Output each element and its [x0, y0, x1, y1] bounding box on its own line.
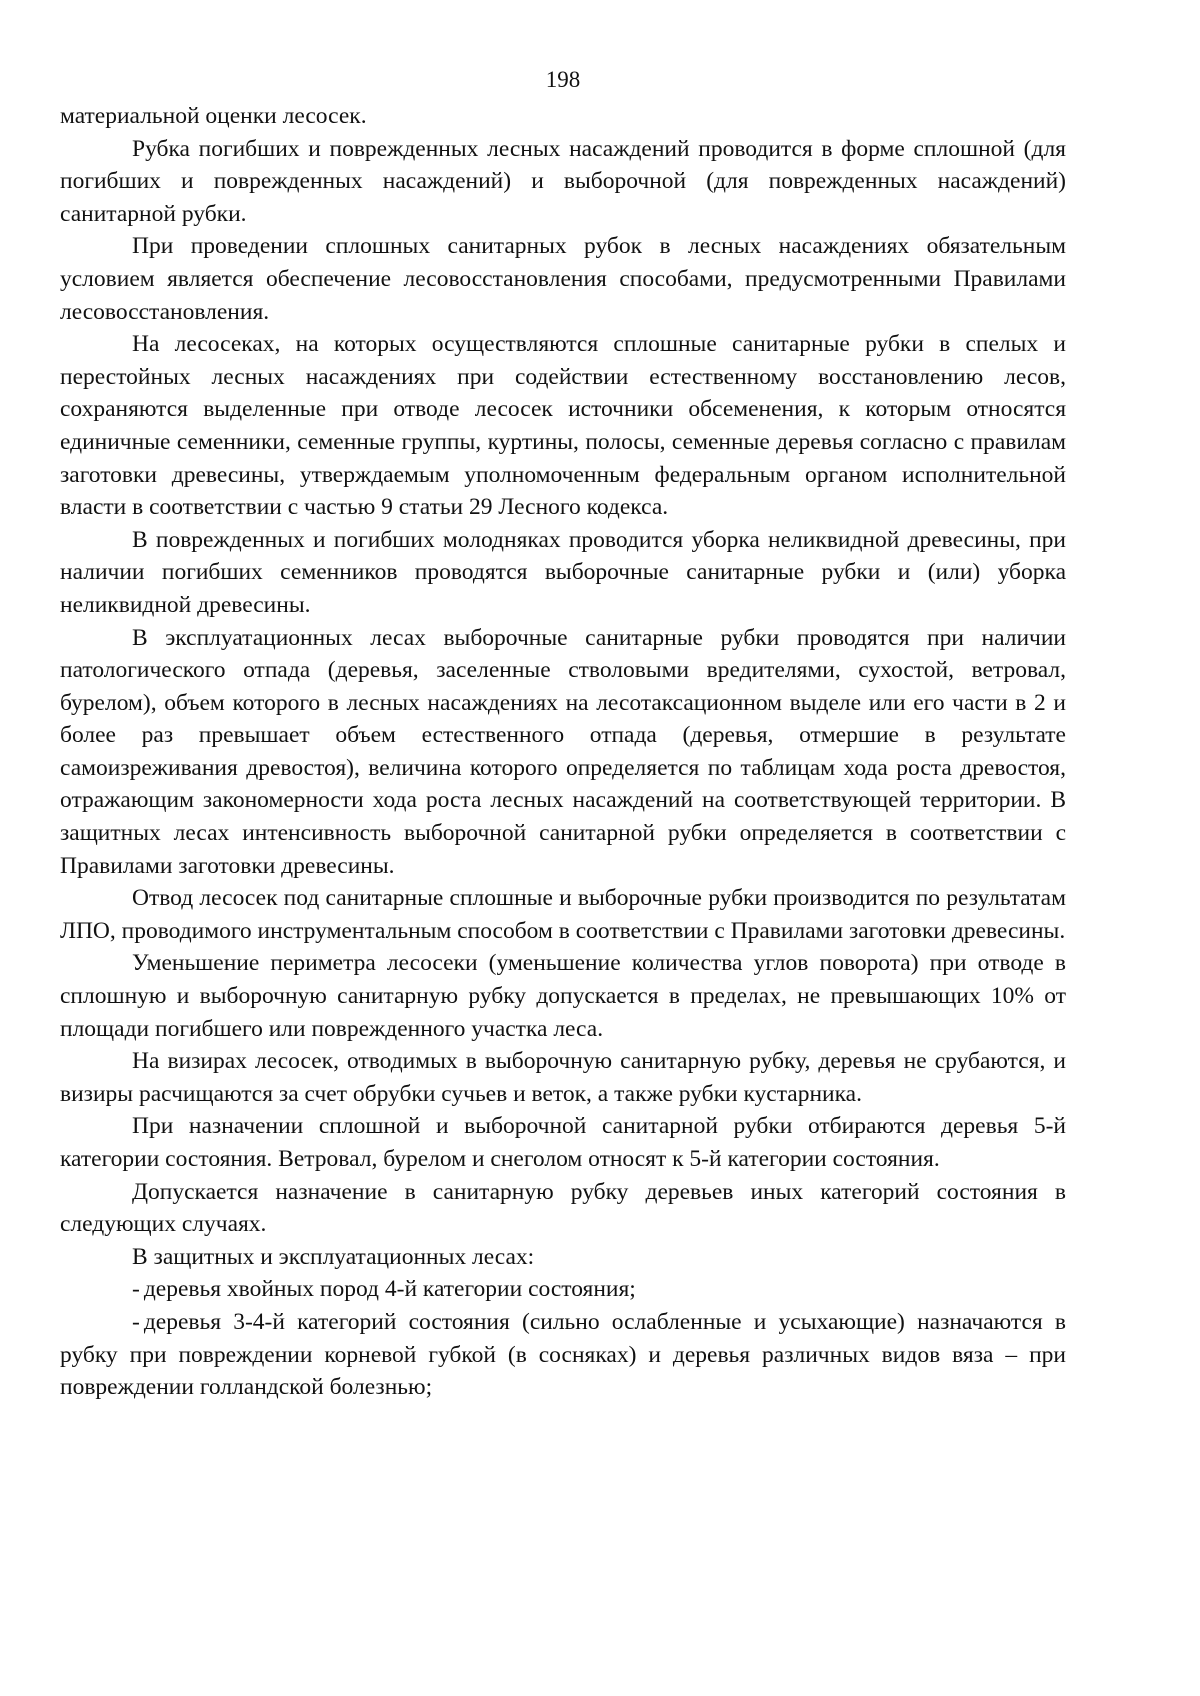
page-number: 198 [545, 67, 581, 92]
paragraph: При проведении сплошных санитарных рубок в лесных насаждениях обязательным условием является обеспечение лесовосстановления способами, предусмотренными Правилами лесовосстановления. [60, 233, 1066, 325]
paragraph: Уменьшение периметра лесосеки (уменьшение количества углов поворота) при отводе в сплошную и выборочную санитарную рубку допускается в пределах, не превышающих 10% от площади погибшего или поврежденного участка леса. [60, 950, 1066, 1042]
document-page [60, 64, 1066, 1404]
paragraph: При назначении сплошной и выборочной санитарной рубки отбираются деревья 5-й категории состояния. Ветровал, бурелом и снеголом относят к 5-й категории состояния. [60, 1113, 1066, 1172]
list-item [60, 1273, 1066, 1306]
list-item-text: деревья хвойных пород 4-й категории состояния; [143, 1276, 636, 1303]
paragraph: В защитных и эксплуатационных лесах: [132, 1243, 535, 1270]
list-item [60, 1306, 1066, 1404]
paragraph: В эксплуатационных лесах выборочные санитарные рубки проводятся при наличии патологического отпада (деревья, заселенные стволовыми вредителями, сухостой, ветровал, бурелом), объем которого в лесных насаждениях на лесотаксационном выделе или его части в 2 и более раз превышает объем естественного отпада (деревья, отмершие в результате самоизреживания древостоя), величина которого определяется по таблицам хода роста древостоя, отражающим закономерности хода роста лесных насаждений на соответствующей территории. В защитных лесах интенсивность выборочной санитарной рубки определяется в соответствии с Правилами заготовки древесины. [60, 624, 1066, 879]
paragraph: Рубка погибших и поврежденных лесных насаждений проводится в форме сплошной (для погибших и поврежденных насаждений) и выборочной (для поврежденных насаждений) санитарной рубки. [60, 135, 1066, 227]
document-body [60, 100, 1066, 1404]
paragraph: Отвод лесосек под санитарные сплошные и выборочные рубки производится по результатам ЛПО, проводимого инструментальным способом в соответствии с Правилами заготовки древесины. [60, 885, 1066, 944]
paragraph: материальной оценки лесосек. [60, 103, 367, 129]
bullet-list [60, 1273, 1066, 1403]
list-marker: - [132, 1308, 140, 1335]
list-marker: - [132, 1276, 140, 1303]
paragraph: В поврежденных и погибших молодняках проводится уборка неликвидной древесины, при наличии погибших семенников проводятся выборочные санитарные рубки и (или) уборка неликвидной древесины. [60, 526, 1066, 618]
paragraph: Допускается назначение в санитарную рубку деревьев иных категорий состояния в следующих случаях. [60, 1178, 1066, 1238]
paragraph: На лесосеках, на которых осуществляются сплошные санитарные рубки в спелых и перестойных лесных насаждениях при содействии естественному восстановлению лесов, сохраняются выделенные при отводе лесосек источники обсеменения, к которым относятся единичные семенники, семенные группы, куртины, полосы, семенные деревья согласно с правилам заготовки древесины, утверждаемым уполномоченным федеральным органом исполнительной власти в соответствии с частью 9 статьи 29 Лесного кодекса. [60, 331, 1066, 521]
paragraph: На визирах лесосек, отводимых в выборочную санитарную рубку, деревья не срубаются, и визиры расчищаются за счет обрубки сучьев и веток, а также рубки кустарника. [60, 1048, 1066, 1107]
list-item-text: деревья 3-4-й категорий состояния (сильно ослабленные и усыхающие) назначаются в рубку при повреждении корневой губкой (в сосняках) и деревья различных видов вяза – при повреждении голландской болезнью; [60, 1308, 1066, 1401]
